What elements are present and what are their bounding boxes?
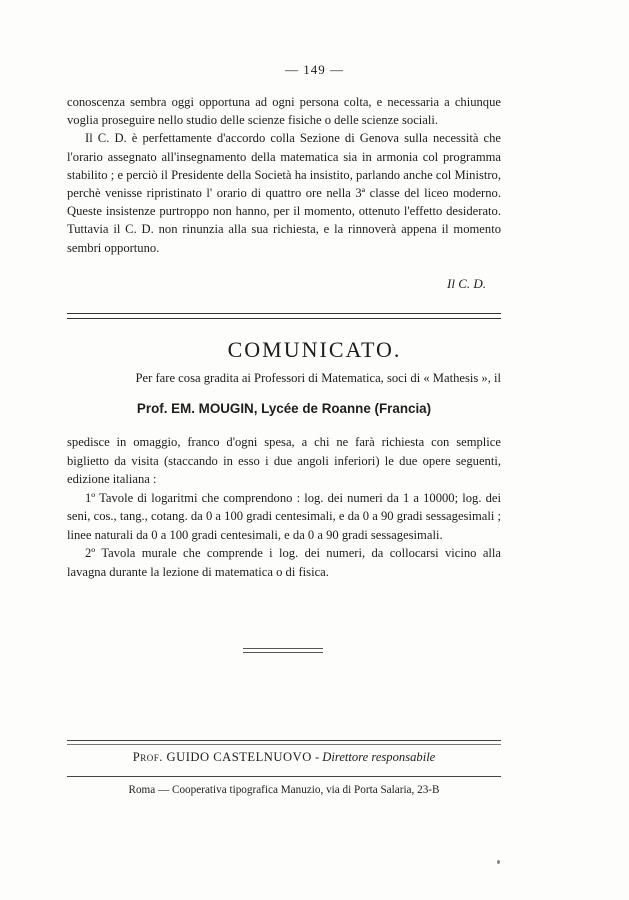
offer-paragraph: spedisce in omaggio, franco d'ogni spesa, a chi ne farà richiesta con semplice biglietto da visita (staccando in esso i due angoli inferiori) le due opere seguenti, edizione italiana : — [67, 435, 501, 486]
comunicato-title: COMUNICATO. — [227, 337, 402, 362]
paper-speck — [497, 860, 500, 864]
director-separator: - — [311, 750, 323, 764]
footer-divider — [67, 740, 501, 745]
paragraph-cd-statement: Il C. D. è perfettamente d'accordo colla Sezione di Genova sulla necessità che l'orario assegnato all'insegnamento della matematica sia in armonia col programma stabilito ; e perciò il Presidente della Società ha insistito, parlando anche col Ministro, perchè venisse ripristinato l' orario di quattro ore nella 3ª classe del liceo moderno. Queste insistenze purtroppo non hanno, per il momento, ottenuto l'effetto desiderato. Tuttavia il C. D. non rinunzia alla sua richiesta, e la rinnoverà appena il momento sembri opportuno. — [67, 131, 501, 255]
page-number: — 149 — — [285, 62, 344, 77]
printer-line: Roma — Cooperativa tipografica Manuzio, via di Porta Salaria, 23-B — [128, 784, 440, 796]
paragraph-continuation: conoscenza sembra oggi opportuna ad ogni persona colta, e necessaria a chiunque voglia proseguire nello studio delle scienze fisiche o delle scienze sociali. — [67, 95, 501, 128]
comunicato-body — [67, 433, 501, 581]
comunicato-intro: Per fare cosa gradita ai Professori di Matematica, soci di « Mathesis », il — [135, 371, 501, 385]
director-role: Direttore responsabile — [322, 750, 436, 764]
footer-divider-lower — [67, 776, 501, 777]
top-text-section — [67, 93, 501, 257]
director-name: Prof. GUIDO CASTELNUOVO — [132, 750, 312, 764]
list-item-tavola-murale: 2º Tavola murale che comprende i log. dei numeri, da collocarsi vicino alla lavagna durante la lezione di matematica o di fisica. — [67, 546, 501, 579]
footer-director — [0, 750, 568, 765]
signature-cd: Il C. D. — [447, 276, 486, 291]
section-divider — [67, 313, 501, 319]
end-ornament-rule — [243, 648, 323, 653]
professor-name-line: Prof. EM. MOUGIN, Lycée de Roanne (Francia) — [136, 401, 432, 416]
list-item-tavole-logaritmi: 1º Tavole di logaritmi che comprendono : log. dei numeri da 1 a 10000; log. dei seni, cos., tang., cotang. da 0 a 100 gradi centesimali, e da 0 a 90 gradi sessagesimali ; linee naturali da 0 a 100 gradi centesimali, e da 0 a 90 gradi sessagesimali. — [67, 490, 501, 542]
